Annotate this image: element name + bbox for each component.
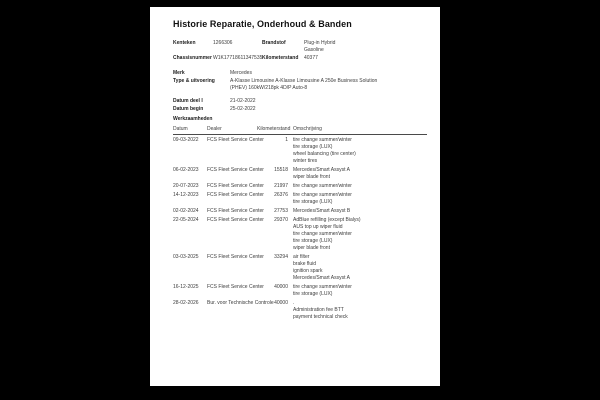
works-cell-dealer: FCS Fleet Service Center: [207, 182, 264, 189]
works-row-line: [173, 300, 427, 307]
kenteken-label: Kenteken: [173, 40, 196, 46]
works-cell-omschrijving: tire storage (LUX): [293, 198, 333, 205]
works-cell-dealer: FCS Fleet Service Center: [207, 136, 264, 143]
works-row-line: [173, 224, 427, 231]
table-header-divider: [173, 134, 427, 135]
works-cell-dealer: [207, 224, 257, 231]
works-row-line: [173, 291, 427, 298]
works-cell-omschrijving: payment technical check: [293, 313, 348, 320]
works-cell-dealer: [207, 245, 257, 252]
works-rows: [173, 137, 427, 321]
col-header-dealer: Dealer: [207, 125, 222, 132]
works-cell-kilometerstand: [257, 151, 288, 158]
works-cell-dealer: FCS Fleet Service Center: [207, 166, 264, 173]
works-cell-kilometerstand: [257, 291, 288, 298]
works-cell-dealer: FCS Fleet Service Center: [207, 207, 264, 214]
works-row-line: [173, 192, 427, 199]
works-cell-omschrijving: winter tires: [293, 157, 318, 164]
works-cell-kilometerstand: 1: [285, 136, 288, 143]
works-cell-dealer: [207, 144, 257, 151]
works-cell-omschrijving: tire storage (LUX): [293, 143, 333, 150]
datum-deel1-label: Datum deel I: [173, 98, 203, 104]
works-cell-kilometerstand: 21997: [274, 182, 288, 189]
works-row-line: [173, 208, 427, 215]
works-cell-kilometerstand: [257, 268, 288, 275]
chassisnummer-label: Chassisnummer: [173, 55, 212, 61]
works-row-line: [173, 254, 427, 261]
works-cell-datum: [173, 199, 207, 206]
works-cell-datum: 16-12-2025: [173, 283, 199, 290]
works-cell-datum: [173, 224, 207, 231]
works-row-line: [173, 307, 427, 314]
works-cell-datum: 28-02-2026: [173, 299, 199, 306]
works-cell-datum: 20-07-2023: [173, 182, 199, 189]
works-row-line: [173, 137, 427, 144]
works-cell-kilometerstand: [257, 275, 288, 282]
datum-deel1-value: 21-02-2022: [230, 98, 256, 104]
works-cell-datum: [173, 144, 207, 151]
works-cell-kilometerstand: [257, 261, 288, 268]
works-cell-datum: [173, 231, 207, 238]
works-cell-datum: 09-03-2022: [173, 136, 199, 143]
dates-grid: [173, 98, 427, 112]
works-cell-kilometerstand: [257, 314, 288, 321]
works-cell-datum: [173, 314, 207, 321]
works-cell-dealer: [207, 307, 257, 314]
works-cell-omschrijving: wiper blade front: [293, 173, 330, 180]
works-cell-omschrijving: tire change summer/winter: [293, 191, 352, 198]
works-cell-kilometerstand: [257, 245, 288, 252]
works-cell-kilometerstand: [257, 174, 288, 181]
works-cell-dealer: [207, 275, 257, 282]
works-cell-kilometerstand: [257, 238, 288, 245]
works-cell-datum: [173, 174, 207, 181]
works-cell-omschrijving: AUS top up wiper fluid: [293, 223, 343, 230]
works-row-line: [173, 217, 427, 224]
works-cell-kilometerstand: [257, 144, 288, 151]
chassisnummer-value: W1K17718611347535: [213, 55, 263, 61]
col-header-datum: Datum: [173, 125, 188, 132]
works-cell-kilometerstand: [257, 199, 288, 206]
works-cell-kilometerstand: [257, 224, 288, 231]
works-row-line: [173, 231, 427, 238]
works-cell-dealer: [207, 261, 257, 268]
works-cell-kilometerstand: [257, 231, 288, 238]
works-cell-datum: [173, 151, 207, 158]
works-cell-omschrijving: AdBlue refilling (except Bialys): [293, 216, 361, 223]
works-cell-kilometerstand: 15518: [274, 166, 288, 173]
works-cell-kilometerstand: 26376: [274, 191, 288, 198]
works-row-line: [173, 183, 427, 190]
works-cell-dealer: FCS Fleet Service Center: [207, 283, 264, 290]
works-cell-datum: [173, 307, 207, 314]
works-cell-dealer: FCS Fleet Service Center: [207, 253, 264, 260]
works-cell-datum: [173, 261, 207, 268]
works-row-line: [173, 158, 427, 165]
works-cell-omschrijving: .: [293, 299, 295, 306]
works-cell-omschrijving: Mercedes/Smart Assyst A: [293, 274, 350, 281]
werkzaamheden-section: [173, 116, 427, 321]
works-cell-omschrijving: ignition spark: [293, 267, 323, 274]
kenteken-value: 1266306: [213, 40, 233, 46]
werkzaamheden-title: Werkzaamheden: [173, 116, 213, 122]
works-table-header: [173, 126, 427, 133]
col-header-kilometerstand: Kilometerstand: [257, 125, 291, 132]
works-cell-dealer: [207, 314, 257, 321]
works-cell-dealer: [207, 158, 257, 165]
works-cell-omschrijving: Mercedes/Smart Assyst B: [293, 207, 351, 214]
works-cell-kilometerstand: 27753: [274, 207, 288, 214]
document-page: [150, 7, 440, 386]
brandstof-label: Brandstof: [262, 40, 286, 46]
works-cell-omschrijving: brake fluid: [293, 260, 317, 267]
works-cell-kilometerstand: [257, 158, 288, 165]
works-cell-omschrijving: wiper blade front: [293, 244, 330, 251]
works-cell-dealer: FCS Fleet Service Center: [207, 216, 264, 223]
works-cell-dealer: [207, 291, 257, 298]
works-cell-dealer: [207, 151, 257, 158]
brandstof-value: [304, 40, 427, 53]
works-cell-dealer: [207, 238, 257, 245]
vehicle-info-grid: [173, 40, 427, 62]
works-cell-datum: 14-12-2023: [173, 191, 199, 198]
works-row-line: [173, 144, 427, 151]
brandstof-value-line2: Gasoline: [304, 46, 324, 53]
works-cell-omschrijving: tire change summer/winter: [293, 230, 352, 237]
works-cell-omschrijving: tire storage (LUX): [293, 237, 333, 244]
works-cell-kilometerstand: 40000: [274, 299, 288, 306]
works-cell-omschrijving: Mercedes/Smart Assyst A: [293, 166, 350, 173]
works-row-line: [173, 245, 427, 252]
works-cell-datum: [173, 245, 207, 252]
works-cell-datum: [173, 268, 207, 275]
works-cell-datum: 02-02-2024: [173, 207, 199, 214]
works-cell-dealer: [207, 199, 257, 206]
works-cell-kilometerstand: [257, 307, 288, 314]
works-row-line: [173, 238, 427, 245]
works-cell-omschrijving: wheel balancing (tire center): [293, 150, 356, 157]
works-row-line: [173, 199, 427, 206]
merk-value: Mercedes: [230, 69, 252, 76]
works-cell-dealer: [207, 174, 257, 181]
works-cell-dealer: Bur. voor Technische Controle: [207, 299, 274, 306]
works-cell-omschrijving: tire change summer/winter: [293, 283, 352, 290]
works-cell-datum: [173, 291, 207, 298]
works-row-line: [173, 167, 427, 174]
works-cell-datum: 03-03-2025: [173, 253, 199, 260]
works-row-line: [173, 174, 427, 181]
works-cell-dealer: FCS Fleet Service Center: [207, 191, 264, 198]
works-row-line: [173, 268, 427, 275]
model-info-grid: [173, 70, 427, 92]
works-cell-dealer: [207, 268, 257, 275]
merk-label: Merk: [173, 69, 185, 76]
works-cell-omschrijving: air filter: [293, 253, 310, 260]
works-row-line: [173, 261, 427, 268]
works-cell-kilometerstand: 40000: [274, 283, 288, 290]
kilometerstand-label: Kilometerstand: [262, 55, 299, 61]
works-cell-omschrijving: tire change summer/winter: [293, 136, 352, 143]
datum-begin-value: 25-02-2022: [230, 105, 256, 112]
works-row-line: [173, 151, 427, 158]
works-row-line: [173, 275, 427, 282]
works-cell-datum: [173, 275, 207, 282]
works-row-line: [173, 314, 427, 321]
works-cell-omschrijving: tire change summer/winter: [293, 182, 352, 189]
brandstof-value-line1: Plug-in Hybrid: [304, 40, 336, 46]
works-cell-omschrijving: tire storage (LUX): [293, 290, 333, 297]
datum-begin-label: Datum begin: [173, 105, 204, 112]
works-cell-datum: 22-05-2024: [173, 216, 199, 223]
works-cell-kilometerstand: 29370: [274, 216, 288, 223]
works-cell-omschrijving: Administration fee BTT: [293, 306, 344, 313]
col-header-omschrijving: Omschrijving: [293, 125, 322, 132]
kilometerstand-value: 40377: [304, 55, 318, 61]
works-cell-kilometerstand: 33294: [274, 253, 288, 260]
works-cell-datum: [173, 238, 207, 245]
works-cell-dealer: [207, 231, 257, 238]
type-uitvoering-label: Type & uitvoering: [173, 78, 215, 84]
page-title: Historie Reparatie, Onderhoud & Banden: [173, 19, 352, 29]
works-cell-datum: 06-02-2023: [173, 166, 199, 173]
works-cell-datum: [173, 158, 207, 165]
works-row-line: [173, 284, 427, 291]
type-uitvoering-value: A-Klasse Limousine A-Klasse Limousine A 250e Business Solution (PHEV) 160kW/218pk 4D/P Auto-8: [230, 78, 378, 91]
